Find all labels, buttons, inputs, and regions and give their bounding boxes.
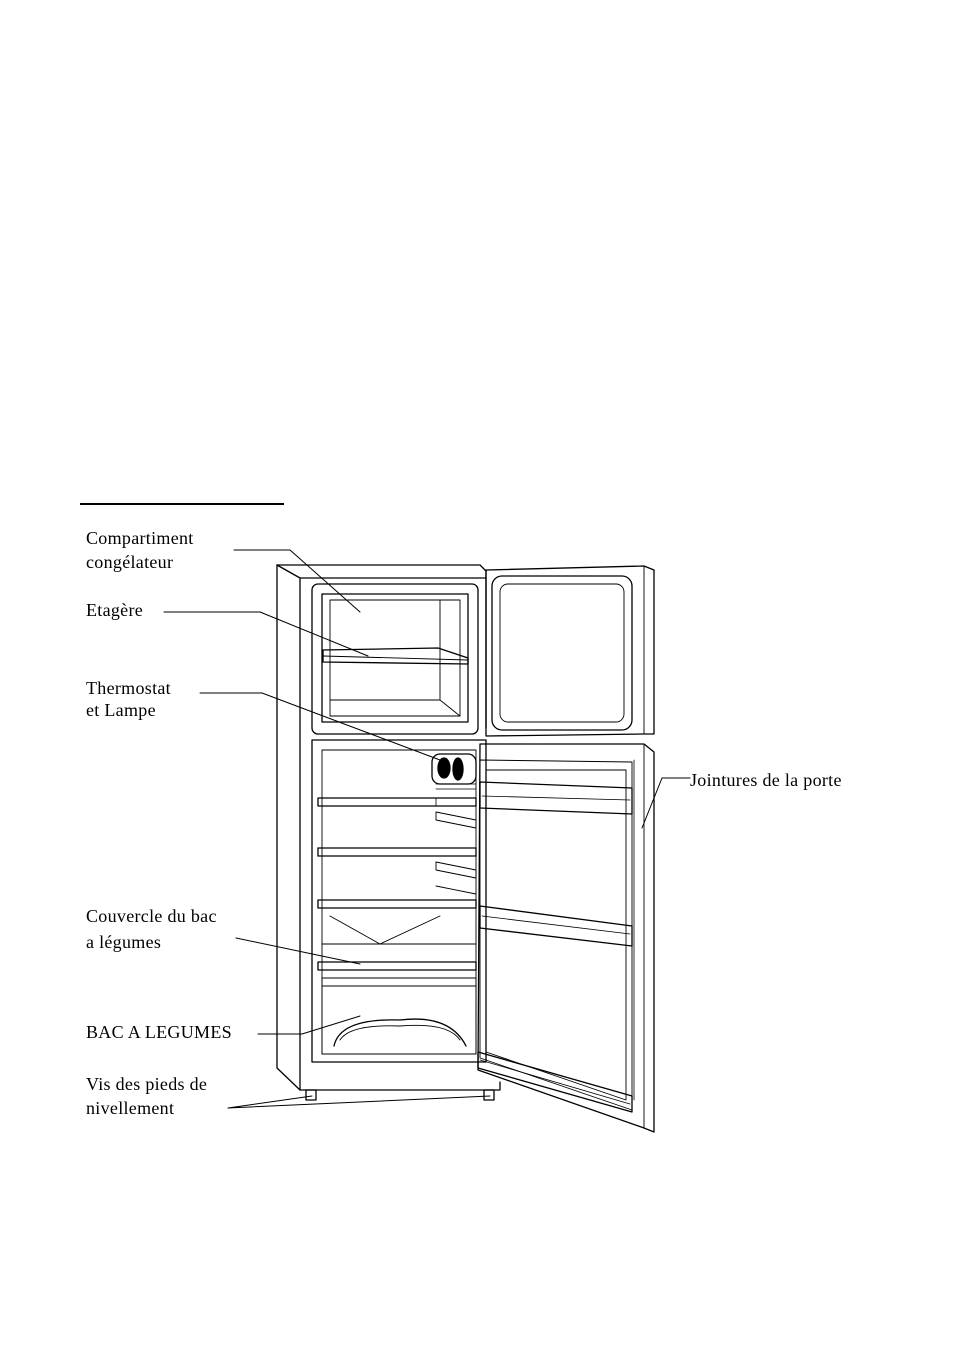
fridge-shelves: [318, 798, 476, 908]
crisper-cover: [318, 916, 476, 970]
cabinet: [277, 565, 500, 1090]
leader-crisper: [258, 1016, 360, 1034]
leader-freezer: [234, 550, 360, 612]
leader-door-seals: [642, 778, 690, 828]
leader-feet: [228, 1096, 490, 1108]
label-thermostat-line1: Thermostat: [86, 678, 171, 698]
label-shelf: Etagère: [86, 600, 144, 620]
crisper-drawer: [322, 978, 476, 1054]
label-door-seals: Jointures de la porte: [690, 770, 842, 790]
label-leveling-feet-line2: nivellement: [86, 1098, 175, 1118]
freezer-door: [486, 566, 654, 736]
label-thermostat-line2: et Lampe: [86, 700, 156, 720]
leader-lines: [164, 550, 690, 1108]
label-freezer-compartment-line1: Compartiment: [86, 528, 194, 548]
leader-crisper-cover: [236, 938, 360, 964]
freezer-compartment: [312, 584, 478, 734]
label-crisper-drawer: BAC A LEGUMES: [86, 1022, 232, 1042]
fridge-door: [478, 744, 654, 1132]
fridge-compartment: [312, 740, 486, 1062]
label-freezer-compartment-line2: congélateur: [86, 552, 174, 572]
leveling-feet: [306, 1090, 494, 1100]
freezer-shelf: [323, 648, 468, 664]
label-crisper-cover-line1: Couvercle du bac: [86, 906, 217, 926]
label-leveling-feet-line1: Vis des pieds de: [86, 1074, 208, 1094]
label-crisper-cover-line2: a légumes: [86, 932, 162, 952]
